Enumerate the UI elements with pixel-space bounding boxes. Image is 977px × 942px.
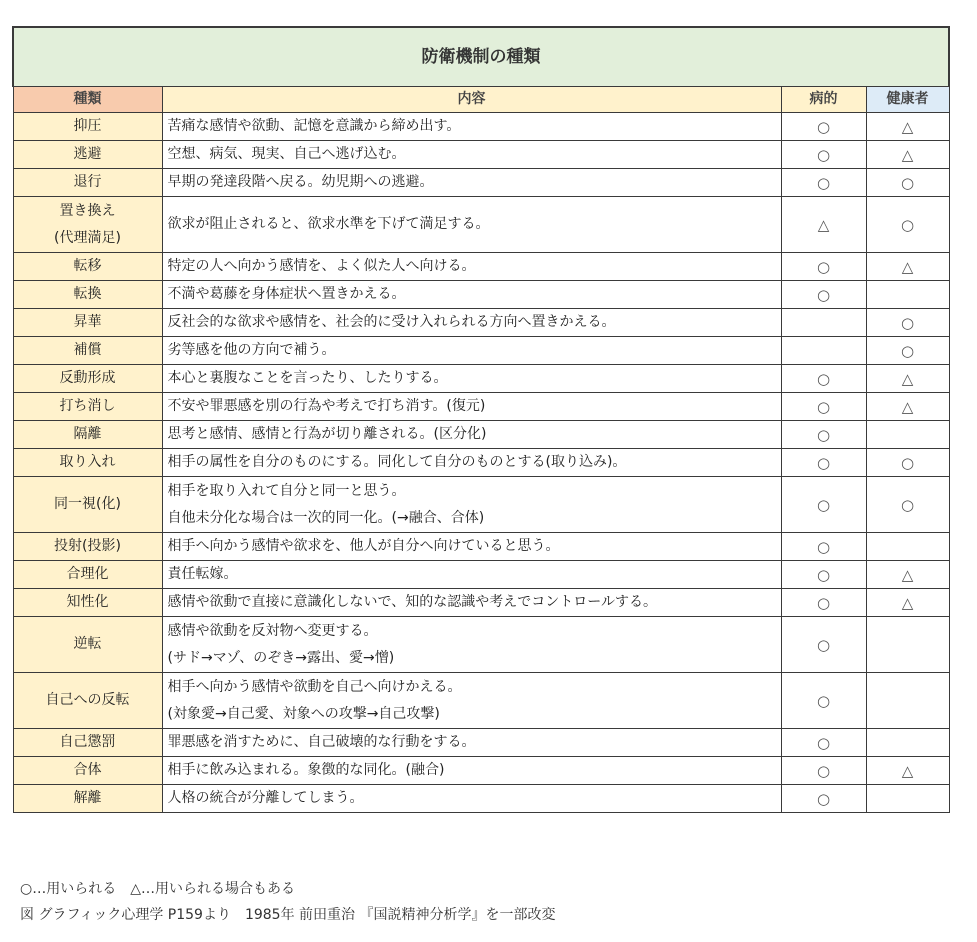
- mechanism-name: [13, 477, 162, 533]
- header-type: 種類: [13, 87, 162, 113]
- mechanism-name: [13, 281, 162, 309]
- mechanism-name-line: (代理満足): [54, 229, 121, 246]
- mechanism-description: [162, 197, 781, 253]
- healthy-mark: △: [866, 253, 949, 281]
- table-row: [13, 113, 949, 141]
- description-line: 自他未分化な場合は一次的同一化。(→融合、合体): [167, 509, 485, 526]
- description-line: 欲求が阻止されると、欲求水準を下げて満足する。: [167, 216, 490, 232]
- table-row: [13, 561, 949, 589]
- description-line: 早期の発達段階へ戻る。幼児期への逃避。: [167, 174, 434, 190]
- healthy-mark: [866, 533, 949, 561]
- description-line: 苦痛な感情や欲動、記憶を意識から締め出す。: [167, 118, 461, 134]
- table-row: [13, 785, 949, 813]
- mechanism-description: [162, 141, 781, 169]
- mechanism-name-line: 自己への反転: [45, 692, 130, 708]
- pathological-mark: [781, 337, 866, 365]
- description-line: 相手に飲み込まれる。象徴的な同化。(融合): [167, 762, 445, 778]
- mechanism-name: [13, 561, 162, 589]
- defense-mechanism-table: [12, 26, 950, 813]
- table-row: [13, 365, 949, 393]
- pathological-mark: ○: [781, 113, 866, 141]
- mechanism-name-line: 合体: [73, 762, 102, 778]
- healthy-mark: ○: [866, 169, 949, 197]
- mechanism-name: [13, 169, 162, 197]
- mechanism-name-line: 解離: [73, 790, 102, 806]
- pathological-mark: ○: [781, 757, 866, 785]
- description-line: 本心と裏腹なことを言ったり、したりする。: [167, 370, 448, 386]
- table-body: [13, 113, 949, 813]
- mechanism-description: [162, 393, 781, 421]
- mechanism-name: [13, 589, 162, 617]
- pathological-mark: ○: [781, 785, 866, 813]
- mechanism-name-line: 抑圧: [73, 118, 102, 134]
- table-row: [13, 477, 949, 533]
- mechanism-name: [13, 729, 162, 757]
- mechanism-description: [162, 589, 781, 617]
- header-healthy: 健康者: [866, 87, 949, 113]
- mechanism-name: [13, 141, 162, 169]
- description-line: 相手を取り入れて自分と同一と思う。: [167, 482, 406, 499]
- description-line: 反社会的な欲求や感情を、社会的に受け入れられる方向へ置きかえる。: [167, 314, 616, 330]
- mechanism-name: [13, 757, 162, 785]
- mechanism-name-line: 逃避: [73, 146, 102, 162]
- mechanism-name-line: 合理化: [66, 566, 109, 582]
- healthy-mark: △: [866, 393, 949, 421]
- mechanism-description: [162, 757, 781, 785]
- healthy-mark: △: [866, 141, 949, 169]
- mechanism-description: [162, 533, 781, 561]
- mechanism-description: [162, 561, 781, 589]
- pathological-mark: ○: [781, 253, 866, 281]
- header-content: 内容: [162, 87, 781, 113]
- healthy-mark: △: [866, 365, 949, 393]
- mechanism-description: [162, 113, 781, 141]
- mechanism-name: [13, 421, 162, 449]
- mechanism-description: [162, 617, 781, 673]
- healthy-mark: △: [866, 757, 949, 785]
- mechanism-description: [162, 365, 781, 393]
- table-row: [13, 533, 949, 561]
- mechanism-description: [162, 169, 781, 197]
- mechanism-name-line: 同一視(化): [54, 496, 121, 512]
- legend-note: ○…用いられる △…用いられる場合もある: [20, 881, 295, 897]
- mechanism-name: [13, 785, 162, 813]
- mechanism-name: [13, 673, 162, 729]
- mechanism-description: [162, 253, 781, 281]
- mechanism-description: [162, 421, 781, 449]
- mechanism-description: [162, 785, 781, 813]
- table-row: [13, 169, 949, 197]
- mechanism-name: [13, 253, 162, 281]
- mechanism-name-line: 昇華: [73, 314, 102, 330]
- mechanism-name-line: 隔離: [73, 426, 102, 442]
- pathological-mark: ○: [781, 617, 866, 673]
- healthy-mark: ○: [866, 309, 949, 337]
- description-line: (サド→マゾ、のぞき→露出、愛→憎): [167, 649, 395, 666]
- description-line: 劣等感を他の方向で補う。: [167, 342, 336, 358]
- mechanism-name: [13, 197, 162, 253]
- pathological-mark: ○: [781, 729, 866, 757]
- pathological-mark: [781, 309, 866, 337]
- healthy-mark: [866, 785, 949, 813]
- mechanism-name-line: 転移: [73, 258, 102, 274]
- description-line: 特定の人へ向かう感情を、よく似た人へ向ける。: [167, 258, 476, 274]
- mechanism-name: [13, 309, 162, 337]
- pathological-mark: ○: [781, 589, 866, 617]
- table-row: [13, 253, 949, 281]
- pathological-mark: △: [781, 197, 866, 253]
- healthy-mark: ○: [866, 337, 949, 365]
- pathological-mark: ○: [781, 141, 866, 169]
- pathological-mark: ○: [781, 477, 866, 533]
- description-line: 相手へ向かう感情や欲求を、他人が自分へ向けていると思う。: [167, 538, 560, 554]
- table-row: [13, 729, 949, 757]
- mechanism-description: [162, 337, 781, 365]
- mechanism-name: [13, 533, 162, 561]
- description-line: 感情や欲動で直接に意識化しないで、知的な認識や考えでコントロールする。: [167, 594, 657, 610]
- healthy-mark: [866, 673, 949, 729]
- table-title: 防衛機制の種類: [13, 27, 949, 87]
- mechanism-name-line: 退行: [73, 174, 102, 190]
- table-row: [13, 673, 949, 729]
- pathological-mark: ○: [781, 533, 866, 561]
- healthy-mark: ○: [866, 449, 949, 477]
- description-line: (対象愛→自己愛、対象への攻撃→自己攻撃): [167, 705, 440, 722]
- healthy-mark: ○: [866, 197, 949, 253]
- header-pathological: 病的: [781, 87, 866, 113]
- description-line: 人格の統合が分離してしまう。: [167, 790, 364, 806]
- mechanism-name: [13, 365, 162, 393]
- description-line: 責任転嫁。: [167, 566, 238, 582]
- mechanism-name-line: 取り入れ: [59, 454, 116, 470]
- mechanism-description: [162, 477, 781, 533]
- mechanism-description: [162, 729, 781, 757]
- mechanism-name: [13, 337, 162, 365]
- table-row: [13, 309, 949, 337]
- mechanism-description: [162, 309, 781, 337]
- description-line: 相手の属性を自分のものにする。同化して自分のものとする(取り込み)。: [167, 454, 627, 470]
- mechanism-name-line: 置き換え: [59, 202, 116, 219]
- table-row: [13, 141, 949, 169]
- pathological-mark: ○: [781, 421, 866, 449]
- mechanism-name-line: 補償: [73, 342, 102, 358]
- description-line: 相手へ向かう感情や欲動を自己へ向けかえる。: [167, 678, 462, 695]
- table-row: [13, 337, 949, 365]
- description-line: 思考と感情、感情と行為が切り離される。(区分化): [167, 426, 487, 442]
- pathological-mark: ○: [781, 281, 866, 309]
- table-row: [13, 281, 949, 309]
- mechanism-name-line: 知性化: [66, 594, 109, 610]
- mechanism-name: [13, 393, 162, 421]
- pathological-mark: ○: [781, 365, 866, 393]
- mechanism-name-line: 投射(投影): [54, 538, 121, 554]
- description-line: 感情や欲動を反対物へ変更する。: [167, 622, 378, 639]
- table-row: [13, 757, 949, 785]
- pathological-mark: ○: [781, 561, 866, 589]
- pathological-mark: ○: [781, 393, 866, 421]
- table-row: [13, 589, 949, 617]
- healthy-mark: ○: [866, 477, 949, 533]
- table-row: [13, 393, 949, 421]
- description-line: 不満や葛藤を身体症状へ置きかえる。: [167, 286, 406, 302]
- healthy-mark: [866, 281, 949, 309]
- pathological-mark: ○: [781, 673, 866, 729]
- mechanism-name: [13, 113, 162, 141]
- mechanism-name: [13, 449, 162, 477]
- mechanism-description: [162, 673, 781, 729]
- healthy-mark: [866, 617, 949, 673]
- table-row: [13, 617, 949, 673]
- mechanism-description: [162, 449, 781, 477]
- mechanism-name-line: 逆転: [73, 636, 102, 652]
- healthy-mark: [866, 729, 949, 757]
- healthy-mark: △: [866, 561, 949, 589]
- notes: [20, 876, 555, 928]
- mechanism-name-line: 反動形成: [59, 370, 116, 386]
- healthy-mark: △: [866, 113, 949, 141]
- mechanism-description: [162, 281, 781, 309]
- mechanism-name-line: 打ち消し: [59, 398, 116, 414]
- mechanism-name-line: 自己懲罰: [59, 734, 116, 750]
- pathological-mark: ○: [781, 449, 866, 477]
- table-row: [13, 449, 949, 477]
- pathological-mark: ○: [781, 169, 866, 197]
- source-note: 図 グラフィック心理学 P159より 1985年 前田重治 『国説精神分析学』を一部改変: [20, 907, 556, 923]
- table-row: [13, 421, 949, 449]
- description-line: 不安や罪悪感を別の行為や考えで打ち消す。(復元): [167, 398, 486, 414]
- healthy-mark: △: [866, 589, 949, 617]
- mechanism-name-line: 転換: [73, 286, 102, 302]
- description-line: 罪悪感を消すために、自己破壊的な行動をする。: [167, 734, 476, 750]
- healthy-mark: [866, 421, 949, 449]
- description-line: 空想、病気、現実、自己へ逃げ込む。: [167, 146, 406, 162]
- table-row: [13, 197, 949, 253]
- mechanism-name: [13, 617, 162, 673]
